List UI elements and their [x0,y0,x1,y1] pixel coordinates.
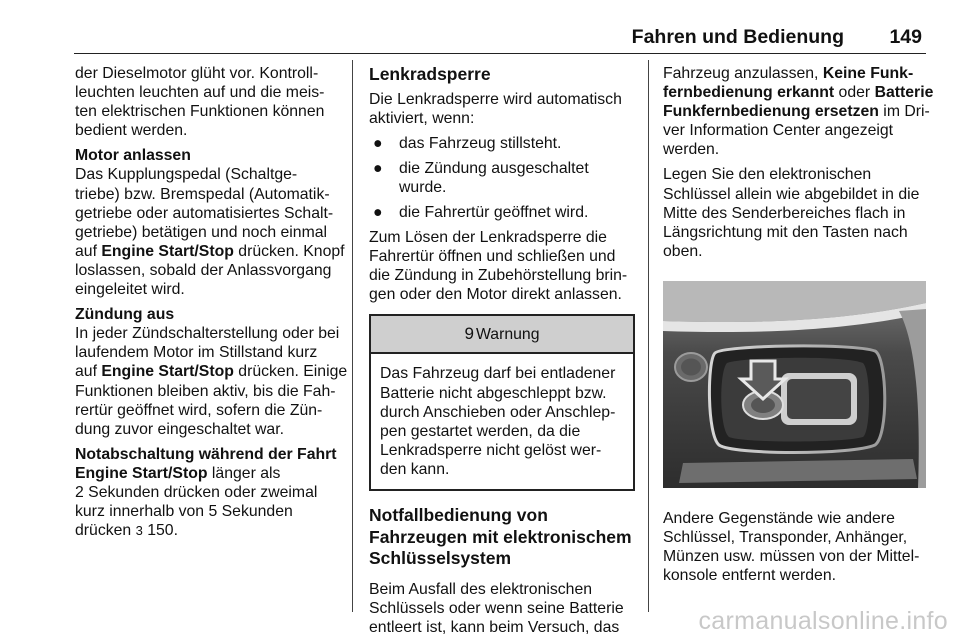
heading-line: Fahrzeugen mit elektronischem [369,526,632,547]
text-line: entleert ist, kann beim Versuch, das [369,618,620,636]
warning-body [371,354,633,489]
list-item [369,134,635,153]
text-run: auf [75,363,102,381]
text-line: pen gestartet werden, da die [380,422,581,440]
text-line: gen oder den Motor direkt anlassen. [369,286,622,304]
list-item [369,159,635,197]
console-key-photo [663,281,926,488]
display-message: Funkfernbedienung ersetzen [663,103,879,121]
text-line: Die Lenkradsperre wird automatisch [369,90,622,108]
text-line: eingeleitet wird. [75,281,185,299]
text-line: Fahrertür öffnen und schließen und [369,248,616,266]
display-message: fernbedienung erkannt [663,84,835,102]
placement-paragraph [663,165,931,260]
column-3 [663,64,934,591]
text-run: länger als [207,464,281,482]
text-line: Beim Ausfall des elektronischen [369,580,593,598]
text-line: Andere Gegenstände wie andere [663,510,895,528]
page-number: 149 [889,26,922,48]
warning-box [369,314,635,491]
control-name: Engine Start/Stop [101,363,234,381]
text-line: dung zuvor eingeschaltet war. [75,420,285,438]
text-line [75,464,345,483]
section-zuendung-aus [75,305,348,439]
text-line: Münzen usw. müssen von der Mittel- [663,548,920,566]
text-line: Batterie nicht abgeschleppt bzw. [380,384,607,402]
text-line [75,242,345,261]
page-header [74,22,926,50]
text-line: das Fahrzeug stillsteht. [399,134,562,152]
text-line: Mitte des Senderbereiches flach in [663,204,906,222]
control-name: Engine Start/Stop [101,242,234,260]
text-line: werden. [663,141,720,159]
text-line: Funktionen bleiben aktiv, bis die Fah- [75,382,336,400]
text-run: drücken. Knopf [233,242,345,260]
text-line: wurde. [399,178,447,196]
text-line: den kann. [380,460,450,478]
text-line: Das Kupplungspedal (Schaltge- [75,166,298,184]
text-line: Zum Lösen der Lenkradsperre die [369,229,607,247]
page-reference[interactable]: 150. [142,522,178,540]
bullet-icon: ● [373,203,383,221]
control-name: Engine Start/Stop [75,464,208,482]
text-line: die Zündung ausgeschaltet [399,159,589,177]
intro-paragraph [75,64,345,140]
section-notabschaltung [75,445,345,540]
text-line: aktiviert, wenn: [369,109,475,127]
column-divider [352,60,353,612]
section-heading-notfallbedienung [369,505,635,570]
bullet-icon: ● [373,159,383,177]
section-heading-lenkradsperre: Lenkradsperre [369,64,491,84]
text-line: die Fahrertür geöffnet wird. [399,203,589,221]
text-run: auf [75,242,102,260]
warning-triangle-icon: 9 [464,324,474,344]
bullet-icon: ● [373,134,383,152]
release-paragraph [369,228,635,304]
column-2 [369,64,635,643]
text-run: im Dri- [878,103,930,121]
text-line [75,362,348,381]
notfall-paragraph [369,580,635,637]
section-motor-anlassen [75,146,345,299]
column-divider [648,60,649,612]
heading-line: Schlüsselsystem [369,548,512,568]
text-line: Legen Sie den elektronischen [663,166,872,184]
text-line: ver Information Center angezeigt [663,122,894,140]
list-item [369,203,635,222]
display-message-paragraph [663,64,934,159]
text-line: leuchten leuchten auf und die meis- [75,84,325,102]
text-line: kurz innerhalb von 5 Sekunden [75,503,293,521]
text-line [663,83,934,102]
header-rule [74,53,926,54]
text-line: der Dieselmotor glüht vor. Kontroll- [75,65,319,82]
warning-title: Warnung [475,326,540,344]
text-line: getriebe) betätigen und noch einmal [75,223,328,241]
column-1 [75,64,348,546]
text-line: 2 Sekunden drücken oder zweimal [75,483,318,501]
display-message: Batterie [874,84,934,102]
text-line: Längsrichtung mit den Tasten nach [663,223,908,241]
text-line: triebe) bzw. Bremspedal (Automatik- [75,185,330,203]
text-line: Schlüssels oder wenn seine Batterie [369,599,624,617]
text-line: ten elektrischen Funktionen können [75,103,325,121]
page-title: Fahren und Bedienung [631,26,844,48]
text-line: getriebe oder automatisiertes Schalt- [75,204,334,222]
lenkradsperre-intro [369,90,635,128]
text-run: oder [834,84,875,102]
section-heading: Notabschaltung während der Fahrt [75,445,337,463]
page-reference-arrow-icon: 3 [135,523,143,539]
heading-line: Notfallbedienung von [369,505,548,525]
text-line: Das Fahrzeug darf bei entladener [380,365,616,383]
text-line: Lenkradsperre nicht gelöst wer- [380,441,602,459]
text-line: laufendem Motor im Stillstand kurz [75,344,318,362]
display-message: Keine Funk- [822,65,914,82]
text-line: bedient werden. [75,122,188,140]
text-line [75,521,345,540]
removal-paragraph [663,509,931,585]
warning-header [371,316,633,354]
text-line: In jeder Zündschalterstellung oder bei [75,325,340,343]
watermark: carmanualsonline.info [698,607,948,635]
section-heading: Zündung aus [75,306,175,324]
text-run: drücken [75,522,136,540]
text-run: Fahrzeug anzulassen, [663,65,823,82]
text-line [663,64,931,83]
text-line: oben. [663,242,703,260]
text-line: konsole entfernt werden. [663,567,836,585]
text-run: drücken. Einige [233,363,348,381]
text-line: durch Anschieben oder Anschlep- [380,403,616,421]
text-line: loslassen, sobald der Anlassvorgang [75,261,332,279]
text-line: Schlüssel, Transponder, Anhänger, [663,529,908,547]
text-line [663,102,931,121]
text-line: Schlüssel allein wie abgebildet in die [663,185,920,203]
text-line: die Zündung in Zubehörstellung brin- [369,267,628,285]
text-line: rertür geöffnet wird, sofern die Zün- [75,401,323,419]
section-heading: Motor anlassen [75,147,191,165]
